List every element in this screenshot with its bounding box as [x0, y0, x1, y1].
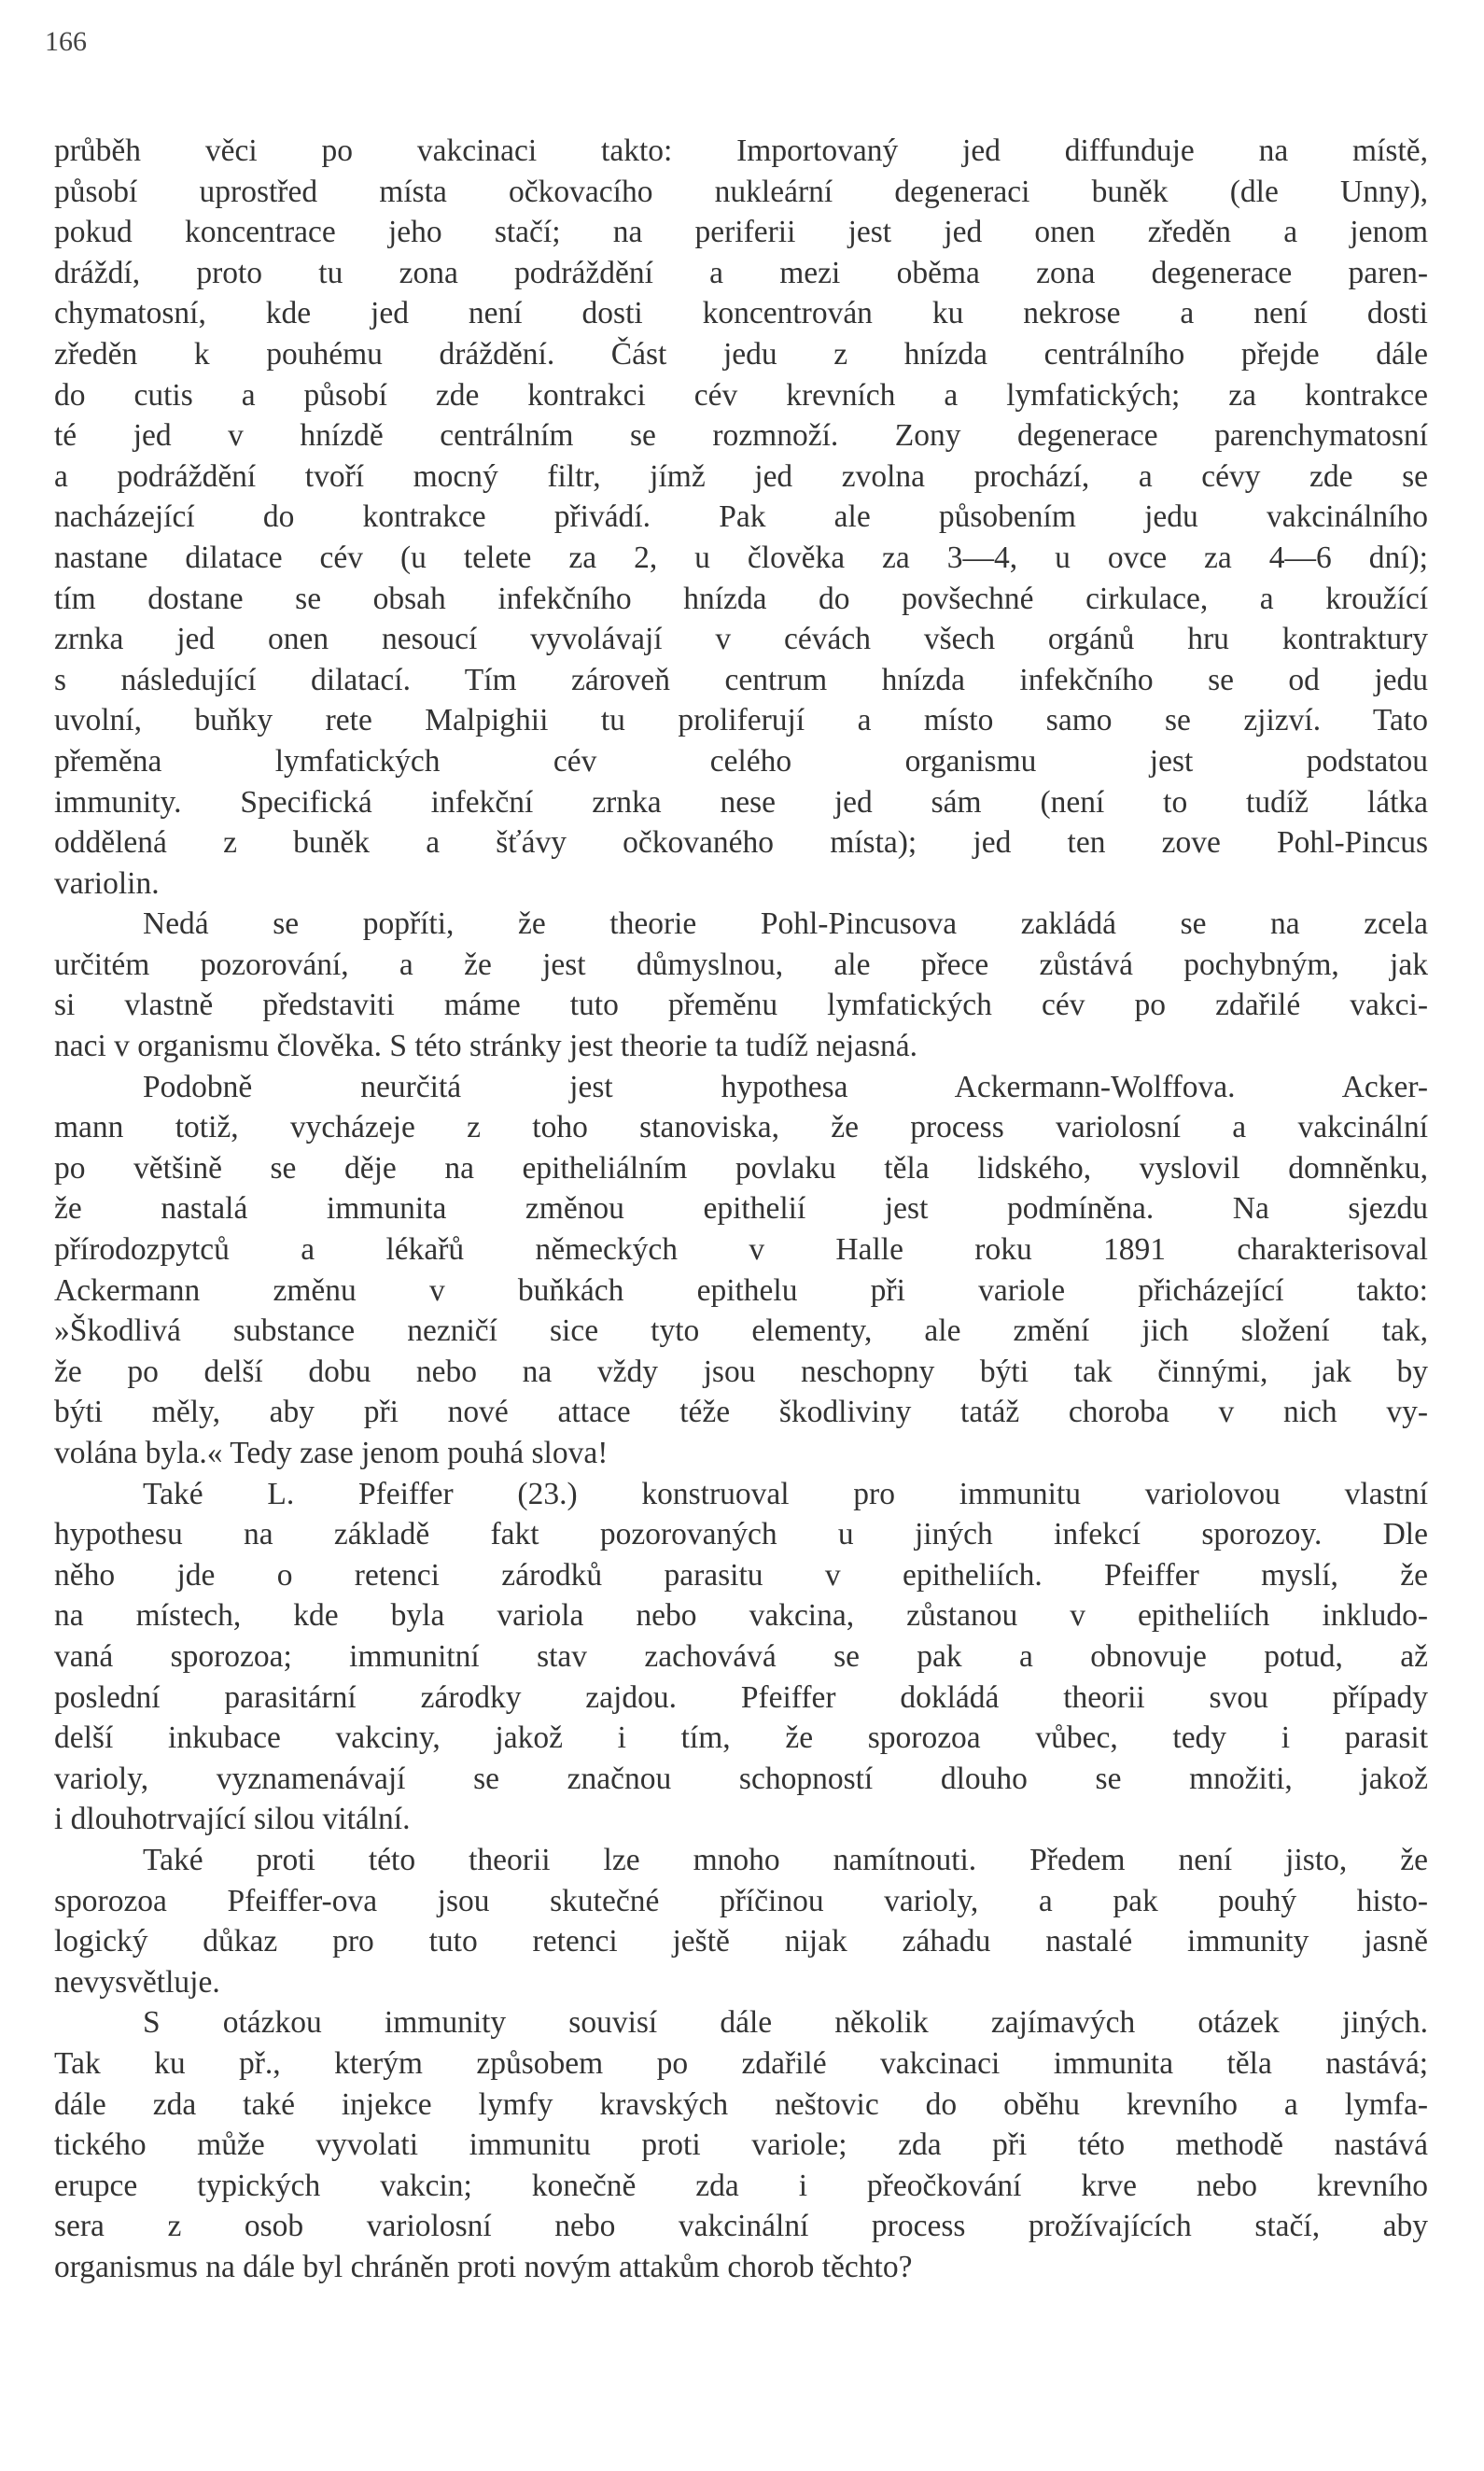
text-line: vaná sporozoa; immunitní stav zachovává se pak a obnovuje potud, až: [54, 1638, 1428, 1674]
text-line: sporozoa Pfeiffer-ova jsou skutečné příčinou varioly, a pak pouhý histo-: [54, 1883, 1428, 1918]
text-line: Nedá se popříti, že theorie Pohl-Pincusova zakládá se na zcela: [143, 906, 1428, 942]
text-line: dráždí, proto tu zona podráždění a mezi oběma zona degenerace paren-: [54, 255, 1428, 290]
text-line: něho jde o retenci zárodků parasitu v epitheliích. Pfeiffer myslí, že: [54, 1557, 1428, 1593]
text-line: delší inkubace vakciny, jakož i tím, že sporozoa vůbec, tedy i parasit: [54, 1720, 1428, 1756]
text-line: si vlastně představiti máme tuto přeměnu lymfatických cév po zdařilé vakci-: [54, 988, 1428, 1023]
text-line: nacházející do kontrakce přivádí. Pak ale působením jedu vakcinálního: [54, 499, 1428, 535]
text-line: oddělená z buněk a šťávy očkovaného místa); jed ten zove Pohl-Pincus: [54, 825, 1428, 861]
text-line: hypothesu na základě fakt pozorovaných u jiných infekcí sporozoy. Dle: [54, 1517, 1428, 1552]
text-line: Tak ku př., kterým způsobem po zdařilé vakcinaci immunita těla nastává;: [54, 2045, 1428, 2081]
text-line: dále zda také injekce lymfy kravských neštovic do oběhu krevního a lymfa-: [54, 2086, 1428, 2122]
page-number: 166: [45, 26, 87, 57]
text-line: sera z osob variolosní nebo vakcinální process prožívajících stačí, aby: [54, 2209, 1428, 2244]
text-line: zrnka jed onen nesoucí vyvolávají v cévách všech orgánů hru kontraktury: [54, 622, 1428, 657]
text-line: po většině se děje na epitheliálním povlaku těla lidského, vyslovil domněnku,: [54, 1150, 1428, 1186]
text-line: s následující dilatací. Tím zároveň centrum hnízda infekčního se od jedu: [54, 662, 1428, 697]
text-line: naci v organismu člověka. S této stránky jest theorie ta tudíž nejasná.: [54, 1029, 918, 1064]
text-line: do cutis a působí zde kontrakci cév krevních a lymfatických; za kontrakce: [54, 377, 1428, 413]
text-line: volána byla.« Tedy zase jenom pouhá slova!: [54, 1436, 609, 1470]
text-line: zředěn k pouhému dráždění. Část jedu z hnízda centrálního přejde dále: [54, 336, 1428, 372]
text-line: Ackermann změnu v buňkách epithelu při variole přicházející takto:: [54, 1272, 1428, 1308]
text-line: logický důkaz pro tuto retenci ještě nijak záhadu nastalé immunity jasně: [54, 1924, 1428, 1959]
text-line: nevysvětluje.: [54, 1964, 220, 2000]
text-line: že po delší dobu nebo na vždy jsou neschopny býti tak činnými, jak by: [54, 1354, 1428, 1389]
text-line: přírodozpytců a lékařů německých v Halle roku 1891 charakterisoval: [54, 1232, 1428, 1268]
text-line: té jed v hnízdě centrálním se rozmnoží. Zony degenerace parenchymatosní: [54, 418, 1428, 454]
text-line: Také proti této theorii lze mnoho namítnouti. Předem není jisto, že: [143, 1842, 1428, 1877]
text-line: určitém pozorování, a že jest důmyslnou, ale přece zůstává pochybným, jak: [54, 947, 1428, 982]
text-line: pokud koncentrace jeho stačí; na periferii jest jed onen zředěn a jenom: [54, 215, 1428, 250]
text-line: a podráždění tvoří mocný filtr, jímž jed zvolna prochází, a cévy zde se: [54, 458, 1428, 494]
text-line: chymatosní, kde jed není dosti koncentrován ku nekrose a není dosti: [54, 296, 1428, 331]
text-line: Také L. Pfeiffer (23.) konstruoval pro immunitu variolovou vlastní: [143, 1476, 1428, 1511]
text-line: uvolní, buňky rete Malpighii tu proliferují a místo samo se zjizví. Tato: [54, 703, 1428, 738]
text-line: tím dostane se obsah infekčního hnízda do povšechné cirkulace, a kroužící: [54, 581, 1428, 616]
text-line: i dlouhotrvající silou vitální.: [54, 1802, 411, 1837]
text-line: immunity. Specifická infekční zrnka nese jed sám (není to tudíž látka: [54, 784, 1428, 820]
text-line: poslední parasitární zárodky zajdou. Pfeiffer dokládá theorii svou případy: [54, 1679, 1428, 1715]
text-line: nastane dilatace cév (u telete za 2, u člověka za 3—4, u ovce za 4—6 dní);: [54, 540, 1428, 575]
text-line: »Škodlivá substance nezničí sice tyto elementy, ale změní jich složení tak,: [54, 1313, 1428, 1349]
text-line: přeměna lymfatických cév celého organismu jest podstatou: [54, 743, 1428, 779]
text-line: mann totiž, vycházeje z toho stanoviska, že process variolosní a vakcinální: [54, 1110, 1428, 1145]
text-line: varioly, vyznamenávají se značnou schopností dlouho se množiti, jakož: [54, 1761, 1428, 1796]
text-line: variolin.: [54, 865, 160, 901]
text-line: tického může vyvolati immunitu proti variole; zda při této methodě nastává: [54, 2127, 1428, 2163]
text-line: na místech, kde byla variola nebo vakcina, zůstanou v epitheliích inkludo-: [54, 1598, 1428, 1634]
text-line: průběh věci po vakcinaci takto: Importovaný jed diffunduje na místě,: [54, 133, 1428, 168]
text-line: erupce typických vakcin; konečně zda i přeočkování krve nebo krevního: [54, 2168, 1428, 2203]
text-line: organismus na dále byl chráněn proti novým attakům chorob těchto?: [54, 2249, 913, 2284]
text-line: Podobně neurčitá jest hypothesa Ackermann-Wolffova. Acker-: [143, 1069, 1428, 1104]
text-line: S otázkou immunity souvisí dále několik zajímavých otázek jiných.: [143, 2005, 1428, 2041]
text-line: že nastalá immunita změnou epithelií jest podmíněna. Na sjezdu: [54, 1191, 1428, 1227]
body-text: [54, 131, 1428, 2287]
text-line: býti měly, aby při nové attace téže škodliviny tatáž choroba v nich vy-: [54, 1395, 1428, 1430]
text-line: působí uprostřed místa očkovacího nukleární degeneraci buněk (dle Unny),: [54, 174, 1428, 209]
